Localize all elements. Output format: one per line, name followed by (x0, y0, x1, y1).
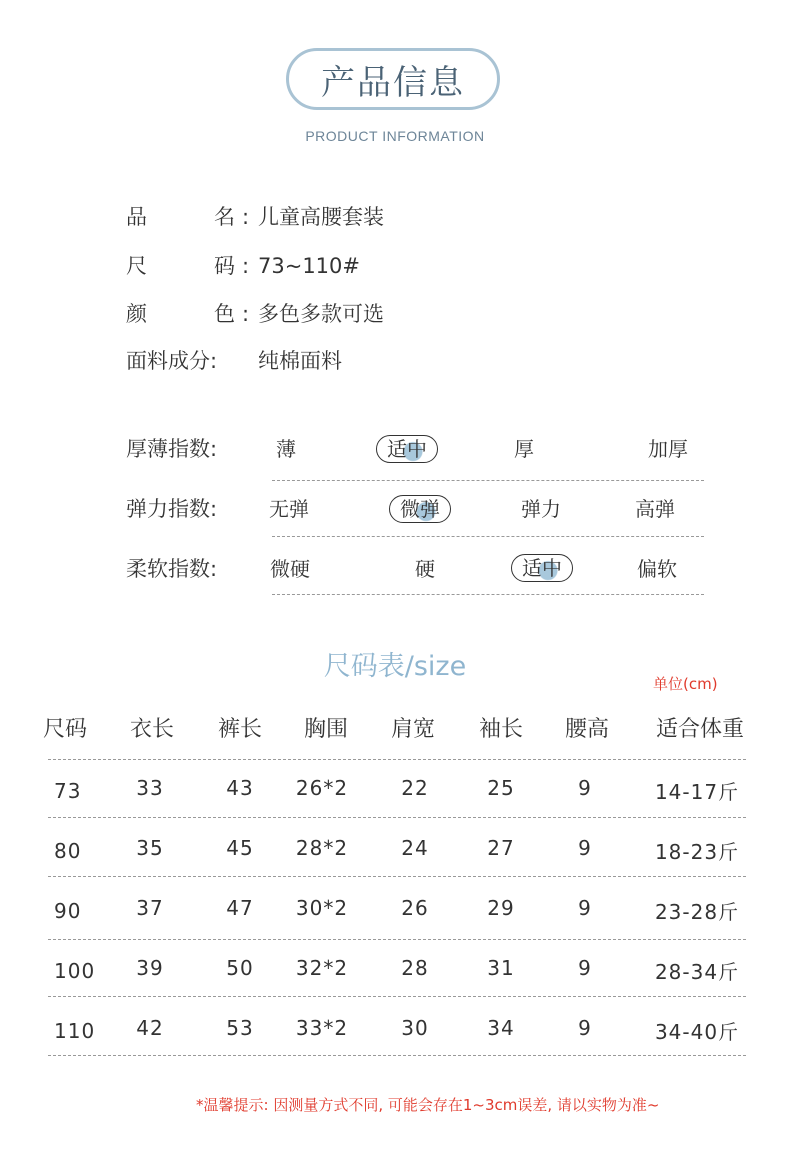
table-cell: 43 (226, 776, 254, 800)
table-cell: 47 (226, 896, 254, 920)
column-header: 袖长 (478, 717, 524, 742)
index-option-selected: 适中 (511, 554, 573, 582)
info-colon: : (242, 254, 250, 278)
table-cell: 9 (578, 896, 592, 920)
table-cell: 28-34斤 (654, 960, 740, 984)
column-header: 胸围 (303, 717, 349, 742)
info-label-char: 颜 (126, 302, 147, 326)
table-cell: 26 (401, 896, 429, 920)
thickness-index-label: 厚薄指数: (126, 437, 218, 461)
info-value: 儿童高腰套装 (258, 205, 384, 229)
table-cell: 31 (487, 956, 515, 980)
table-cell: 37 (136, 896, 164, 920)
table-cell: 23-28斤 (654, 900, 740, 924)
table-cell: 14-17斤 (654, 780, 740, 804)
info-label-char: 名 (214, 205, 235, 229)
info-value: 73~110# (258, 254, 360, 278)
table-cell: 18-23斤 (654, 840, 740, 864)
divider (272, 480, 704, 481)
softness-index-label: 柔软指数: (126, 557, 218, 581)
table-cell: 45 (226, 836, 254, 860)
index-option: 加厚 (648, 437, 688, 461)
table-cell: 9 (578, 776, 592, 800)
table-cell: 22 (401, 776, 429, 800)
table-divider (48, 759, 746, 760)
table-cell: 34 (487, 1016, 515, 1040)
table-cell: 28*2 (295, 836, 349, 860)
index-option: 微硬 (270, 557, 310, 581)
table-cell: 33 (136, 776, 164, 800)
table-cell: 80 (54, 839, 82, 863)
info-colon: : (242, 302, 250, 326)
table-cell: 25 (487, 776, 515, 800)
table-cell: 50 (226, 956, 254, 980)
elasticity-index-label: 弹力指数: (126, 497, 218, 521)
table-cell: 9 (578, 836, 592, 860)
size-chart-unit: 单位(cm) (653, 675, 718, 693)
table-divider (48, 817, 746, 818)
table-cell: 73 (54, 779, 82, 803)
footnote: *温馨提示: 因测量方式不同, 可能会存在1~3cm误差, 请以实物为准~ (196, 1096, 660, 1114)
table-cell: 9 (578, 1016, 592, 1040)
table-cell: 100 (54, 959, 96, 983)
index-option-selected: 微弹 (389, 495, 451, 523)
table-cell: 30*2 (295, 896, 349, 920)
info-label: 面料成分: (126, 349, 218, 373)
table-cell: 110 (54, 1019, 96, 1043)
info-label-char: 尺 (126, 254, 147, 278)
index-option: 薄 (276, 437, 296, 461)
info-value: 多色多款可选 (258, 302, 384, 326)
index-option: 弹力 (521, 497, 561, 521)
column-header: 裤长 (217, 717, 263, 742)
index-option: 硬 (415, 557, 435, 581)
table-cell: 24 (401, 836, 429, 860)
column-header: 适合体重 (655, 717, 745, 742)
size-chart-title: 尺码表/size (323, 651, 467, 682)
column-header: 腰高 (564, 717, 610, 742)
table-cell: 39 (136, 956, 164, 980)
table-cell: 28 (401, 956, 429, 980)
index-option: 无弹 (269, 497, 309, 521)
table-cell: 30 (401, 1016, 429, 1040)
table-cell: 53 (226, 1016, 254, 1040)
index-option-selected: 适中 (376, 435, 438, 463)
table-cell: 9 (578, 956, 592, 980)
table-divider (48, 876, 746, 877)
column-header: 尺码 (42, 717, 88, 742)
info-value: 纯棉面料 (258, 349, 342, 373)
info-colon: : (242, 205, 250, 229)
divider (272, 594, 704, 595)
table-cell: 26*2 (295, 776, 349, 800)
table-divider (48, 996, 746, 997)
table-cell: 33*2 (295, 1016, 349, 1040)
table-cell: 42 (136, 1016, 164, 1040)
index-option: 高弹 (635, 497, 675, 521)
table-cell: 34-40斤 (654, 1020, 740, 1044)
section-subtitle: PRODUCT INFORMATION (305, 128, 485, 144)
info-label-char: 码 (214, 254, 235, 278)
column-header: 肩宽 (390, 717, 436, 742)
column-header: 衣长 (129, 717, 175, 742)
table-cell: 32*2 (295, 956, 349, 980)
table-cell: 35 (136, 836, 164, 860)
info-label-char: 色 (214, 302, 235, 326)
table-cell: 27 (487, 836, 515, 860)
table-cell: 29 (487, 896, 515, 920)
info-label-char: 品 (126, 205, 147, 229)
index-option: 偏软 (637, 557, 677, 581)
table-cell: 90 (54, 899, 82, 923)
table-divider (48, 939, 746, 940)
section-title: 产品信息 (286, 48, 500, 110)
index-option: 厚 (514, 437, 534, 461)
table-divider (48, 1055, 746, 1056)
divider (272, 536, 704, 537)
